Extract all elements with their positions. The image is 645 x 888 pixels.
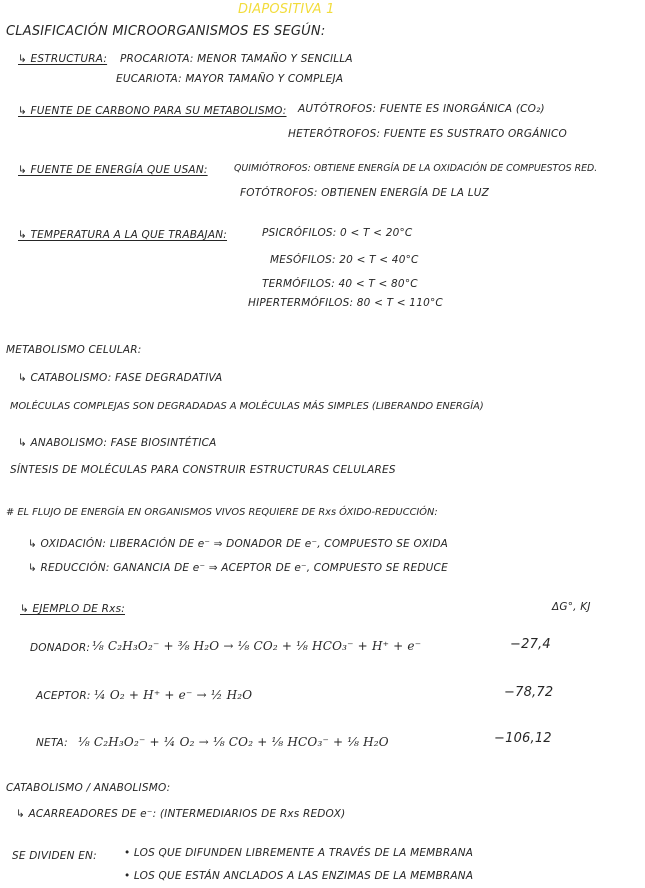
catabolismo-line: ↳ CATABOLISMO: FASE DEGRADATIVA — [18, 372, 223, 384]
delta-g-header: ΔG°, KJ — [552, 601, 591, 613]
temperatura-label — [18, 229, 227, 241]
neta-equation: ⅛ C₂H₃O₂⁻ + ¼ O₂ → ⅛ CO₂ + ⅛ HCO₃⁻ + ⅛ H₂O — [78, 735, 389, 749]
quimiotrofos-line: QUIMIÓTROFOS: OBTIENE ENERGÍA DE LA OXIDACIÓN DE COMPUESTOS RED. — [234, 163, 598, 174]
aceptor-label: ACEPTOR: — [36, 690, 91, 702]
anabolismo-line: ↳ ANABOLISMO: FASE BIOSINTÉTICA — [18, 437, 217, 449]
hipertermofilos-line: HIPERTERMÓFILOS: 80 < T < 110°C — [248, 297, 443, 309]
metabolismo-heading: METABOLISMO CELULAR: — [6, 344, 142, 356]
estructura-label-text: ↳ ESTRUCTURA: — [18, 53, 108, 65]
psicrofilos-line: PSICRÓFILOS: 0 < T < 20°C — [262, 227, 413, 239]
termofilos-line: TERMÓFILOS: 40 < T < 80°C — [262, 278, 418, 290]
flujo-energia-line: # EL FLUJO DE ENERGÍA EN ORGANISMOS VIVOS REQUIERE DE Rxs ÓXIDO-REDUCCIÓN: — [6, 507, 438, 518]
neta-delta-g: −106,12 — [494, 731, 552, 746]
neta-label: NETA: — [36, 737, 68, 749]
heterotrofos-line: HETERÓTROFOS: FUENTE ES SUSTRATO ORGÁNICO — [288, 128, 567, 140]
donador-label: DONADOR: — [30, 642, 91, 654]
estructura-label — [18, 53, 107, 65]
fuente-carbono-label — [18, 105, 287, 117]
acarreadores-line: ↳ ACARREADORES DE e⁻: (INTERMEDIARIOS DE Rxs REDOX) — [16, 808, 346, 820]
oxidacion-line: ↳ OXIDACIÓN: LIBERACIÓN DE e⁻ ⇒ DONADOR DE e⁻, COMPUESTO SE OXIDA — [28, 538, 449, 550]
aceptor-delta-g: −78,72 — [504, 685, 554, 700]
eucariota-line: EUCARIOTA: MAYOR TAMAÑO Y COMPLEJA — [116, 73, 344, 85]
bullet-anclados: • LOS QUE ESTÁN ANCLADOS A LAS ENZIMAS DE LA MEMBRANA — [124, 870, 474, 882]
donador-delta-g: −27,4 — [510, 637, 551, 652]
temperatura-label-text: ↳ TEMPERATURA A LA QUE TRABAJAN: — [18, 229, 228, 241]
donador-equation: ⅛ C₂H₃O₂⁻ + ⅜ H₂O → ⅛ CO₂ + ⅛ HCO₃⁻ + H⁺ + e⁻ — [92, 639, 422, 653]
ejemplo-label — [20, 603, 125, 615]
page-title: DIAPOSITIVA 1 — [238, 2, 335, 17]
fuente-energia-label-text: ↳ FUENTE DE ENERGÍA QUE USAN: — [18, 164, 208, 176]
fuente-energia-label — [18, 164, 208, 176]
anabolismo-desc: SÍNTESIS DE MOLÉCULAS PARA CONSTRUIR ESTRUCTURAS CELULARES — [10, 464, 396, 476]
mesofilos-line: MESÓFILOS: 20 < T < 40°C — [270, 254, 419, 266]
autotrofos-line: AUTÓTROFOS: FUENTE ES INORGÁNICA (CO₂) — [298, 103, 545, 115]
dividen-label: SE DIVIDEN EN: — [12, 850, 97, 862]
classification-heading: CLASIFICACIÓN MICROORGANISMOS ES SEGÚN: — [6, 24, 326, 39]
reduccion-line: ↳ REDUCCIÓN: GANANCIA DE e⁻ ⇒ ACEPTOR DE e⁻, COMPUESTO SE REDUCE — [28, 562, 448, 574]
fuente-carbono-label-text: ↳ FUENTE DE CARBONO PARA SU METABOLISMO: — [18, 105, 287, 117]
ejemplo-label-text: ↳ EJEMPLO DE Rxs: — [20, 603, 125, 615]
fototrofos-line: FOTÓTROFOS: OBTIENEN ENERGÍA DE LA LUZ — [240, 187, 490, 199]
aceptor-equation: ¼ O₂ + H⁺ + e⁻ → ½ H₂O — [94, 688, 253, 702]
procariota-line: PROCARIOTA: MENOR TAMAÑO Y SENCILLA — [120, 53, 353, 65]
catabolismo-anabolismo-heading: CATABOLISMO / ANABOLISMO: — [6, 782, 171, 794]
bullet-difunden: • LOS QUE DIFUNDEN LIBREMENTE A TRAVÉS DE LA MEMBRANA — [124, 847, 474, 859]
catabolismo-desc: MOLÉCULAS COMPLEJAS SON DEGRADADAS A MOLÉCULAS MÁS SIMPLES (LIBERANDO ENERGÍA) — [10, 401, 484, 412]
